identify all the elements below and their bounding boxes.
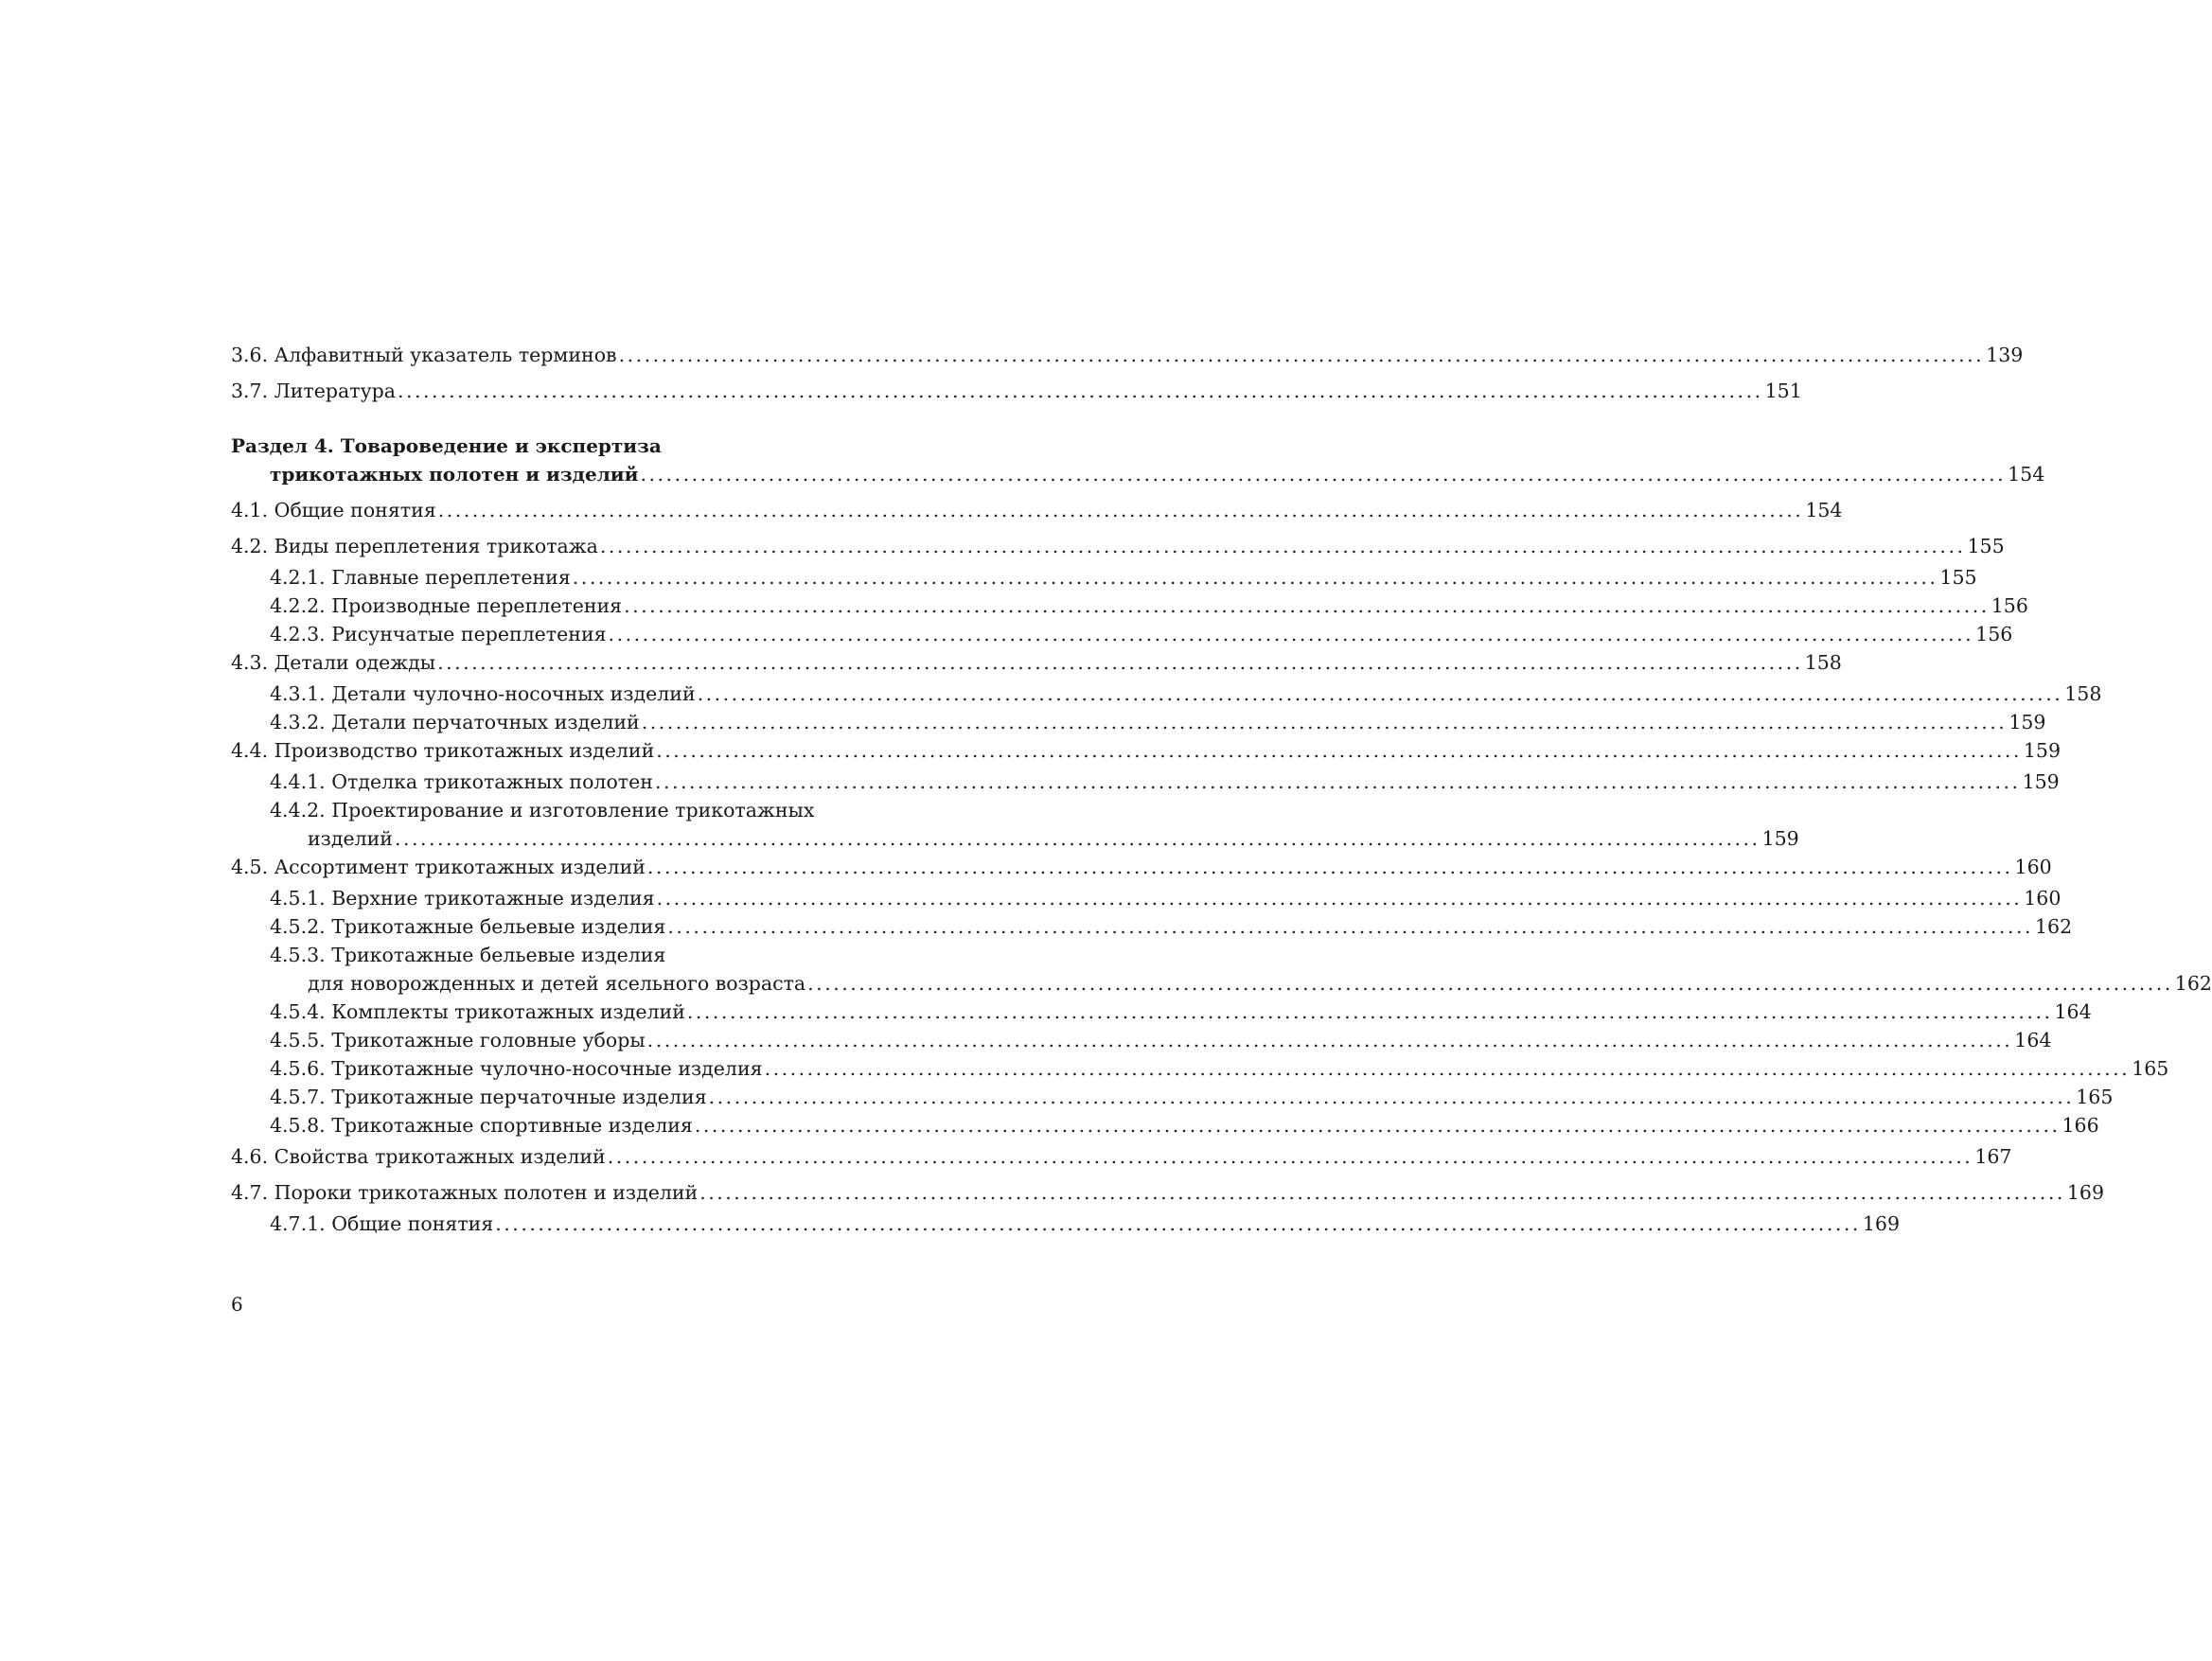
leader-dots: [600, 532, 1966, 560]
leader-dots: [699, 1178, 2065, 1207]
toc-entry: [231, 708, 2046, 736]
toc-entry-page: 159: [1761, 827, 1799, 850]
toc-entry: [231, 1111, 2099, 1140]
leader-dots: [657, 884, 2023, 912]
toc-entry-title: 4.2.1. Главные переплетения: [270, 566, 571, 589]
toc-entry: [231, 736, 2062, 765]
section-heading-line1: Раздел 4. Товароведение и экспертиза: [231, 434, 662, 457]
leader-dots: [709, 1083, 2075, 1111]
toc-entry-page: 154: [2008, 463, 2045, 486]
toc-entry-title: 3.6. Алфавитный указатель терминов: [231, 344, 617, 366]
toc-entry: [231, 969, 2212, 998]
toc-entry: [231, 680, 2102, 708]
leader-dots: [398, 377, 1763, 405]
toc-entry-page: 158: [2064, 682, 2102, 705]
leader-dots: [437, 648, 1803, 677]
toc-entry: [231, 912, 2073, 941]
toc-entry: [231, 1054, 2169, 1083]
leader-dots: [624, 592, 1990, 620]
toc-entry-title: 4.7. Пороки трикотажных полотен и изделий: [231, 1181, 699, 1204]
toc-entry-page: 159: [2008, 711, 2046, 733]
toc-entry-page: 159: [2022, 770, 2060, 793]
toc-entry-title: 4.5.2. Трикотажные бельевые изделия: [270, 915, 666, 938]
leader-dots: [647, 853, 2013, 881]
leader-dots: [765, 1054, 2131, 1083]
toc-entry-page: 160: [2024, 887, 2062, 910]
toc-entry-title: 4.5.3. Трикотажные бельевые изделия: [270, 944, 666, 966]
leader-dots: [687, 998, 2053, 1026]
toc-entry-page: 159: [2023, 739, 2062, 762]
page-number: 6: [231, 1293, 243, 1316]
toc-entry-title: 4.4. Производство трикотажных изделий: [231, 739, 655, 762]
toc-entry-page: 169: [1862, 1212, 1901, 1235]
toc-entry-page: 164: [2014, 1029, 2052, 1051]
toc-entry-title: 4.2.2. Производные переплетения: [270, 594, 623, 617]
toc-entry-page: 167: [1974, 1145, 2012, 1168]
toc-entry: [231, 592, 2028, 620]
toc-entry-title: 4.5.7. Трикотажные перчаточные изделия: [270, 1086, 707, 1108]
leader-dots: [619, 341, 1985, 369]
toc-entry-title-cont: изделий: [308, 827, 393, 850]
table-of-contents: [231, 341, 2212, 1238]
toc-entry-title: 4.1. Общие понятия: [231, 499, 436, 521]
toc-entry-title: 4.2.3. Рисунчатые переплетения: [270, 623, 607, 645]
toc-entry-title: 3.7. Литература: [231, 380, 396, 402]
toc-entry-title: 4.3.2. Детали перчаточных изделий: [270, 711, 640, 733]
toc-entry: [231, 768, 2060, 796]
toc-entry: [231, 1178, 2104, 1207]
toc-entry: [231, 1142, 2012, 1171]
toc-entry-title: 4.3. Детали одежды: [231, 651, 436, 674]
toc-entry-page: 158: [1804, 651, 1842, 674]
toc-entry-page: 139: [1986, 344, 2024, 366]
section-heading: [231, 432, 2045, 488]
toc-entry-page: 162: [2174, 972, 2212, 995]
section-heading-line2: трикотажных полотен и изделий: [270, 463, 639, 486]
leader-dots: [642, 708, 2008, 736]
toc-entry: [231, 532, 2005, 560]
toc-entry: [231, 1083, 2114, 1111]
leader-dots: [807, 969, 2173, 998]
leader-dots: [695, 1111, 2061, 1140]
toc-entry-page: 164: [2054, 1000, 2092, 1023]
toc-entry: [231, 998, 2092, 1026]
toc-entry-page: 156: [1991, 594, 2028, 617]
toc-entry: [231, 853, 2052, 881]
leader-dots: [608, 1142, 1973, 1171]
toc-entry-title: 4.5.5. Трикотажные головные уборы: [270, 1029, 646, 1051]
toc-entry-title: 4.2. Виды переплетения трикотажа: [231, 535, 598, 557]
toc-entry-page: 165: [2076, 1086, 2114, 1108]
toc-entry: [231, 563, 1977, 592]
toc-entry-page: 165: [2132, 1057, 2169, 1080]
leader-dots: [495, 1210, 1861, 1238]
toc-entry-title: 4.5. Ассортимент трикотажных изделий: [231, 856, 646, 878]
toc-entry-page: 151: [1764, 380, 1802, 402]
toc-entry: [231, 648, 1842, 677]
toc-entry: [231, 884, 2062, 912]
toc-entry-multiline: [231, 941, 2212, 998]
leader-dots: [667, 912, 2033, 941]
toc-entry-multiline: [231, 796, 1799, 853]
toc-entry-title: 4.5.1. Верхние трикотажные изделия: [270, 887, 655, 910]
leader-dots: [640, 460, 2006, 488]
toc-entry-page: 160: [2014, 856, 2052, 878]
toc-entry-page: 162: [2035, 915, 2073, 938]
toc-entry-page: 154: [1805, 499, 1843, 521]
leader-dots: [647, 1026, 2013, 1054]
toc-entry-page: 169: [2066, 1181, 2104, 1204]
toc-entry-title: 4.3.1. Детали чулочно-носочных изделий: [270, 682, 696, 705]
toc-entry-page: 156: [1975, 623, 2013, 645]
toc-entry: [231, 824, 1799, 853]
leader-dots: [395, 824, 1761, 853]
toc-entry: [231, 1210, 1901, 1238]
leader-dots: [655, 768, 2021, 796]
toc-entry-title: 4.5.8. Трикотажные спортивные изделия: [270, 1114, 693, 1137]
toc-entry: [231, 620, 2013, 648]
toc-entry: [231, 377, 1802, 405]
toc-entry: [231, 1026, 2052, 1054]
leader-dots: [573, 563, 1938, 592]
toc-entry-page: 155: [1967, 535, 2005, 557]
toc-entry: [231, 341, 2024, 369]
toc-entry-title: 4.7.1. Общие понятия: [270, 1212, 494, 1235]
leader-dots: [698, 680, 2063, 708]
toc-entry: [231, 496, 1843, 524]
toc-entry-title: 4.5.4. Комплекты трикотажных изделий: [270, 1000, 685, 1023]
toc-entry-page: 166: [2062, 1114, 2099, 1137]
toc-entry-page: 155: [1939, 566, 1977, 589]
leader-dots: [438, 496, 1804, 524]
toc-entry-title-cont: для новорожденных и детей ясельного возраста: [308, 972, 806, 995]
toc-entry-title: 4.5.6. Трикотажные чулочно-носочные изделия: [270, 1057, 763, 1080]
toc-entry-title: 4.4.1. Отделка трикотажных полотен: [270, 770, 653, 793]
toc-entry: [231, 460, 2045, 488]
toc-entry-title: 4.4.2. Проектирование и изготовление трикотажных: [270, 799, 815, 822]
toc-entry-title: 4.6. Свойства трикотажных изделий: [231, 1145, 606, 1168]
leader-dots: [609, 620, 1974, 648]
leader-dots: [656, 736, 2022, 765]
